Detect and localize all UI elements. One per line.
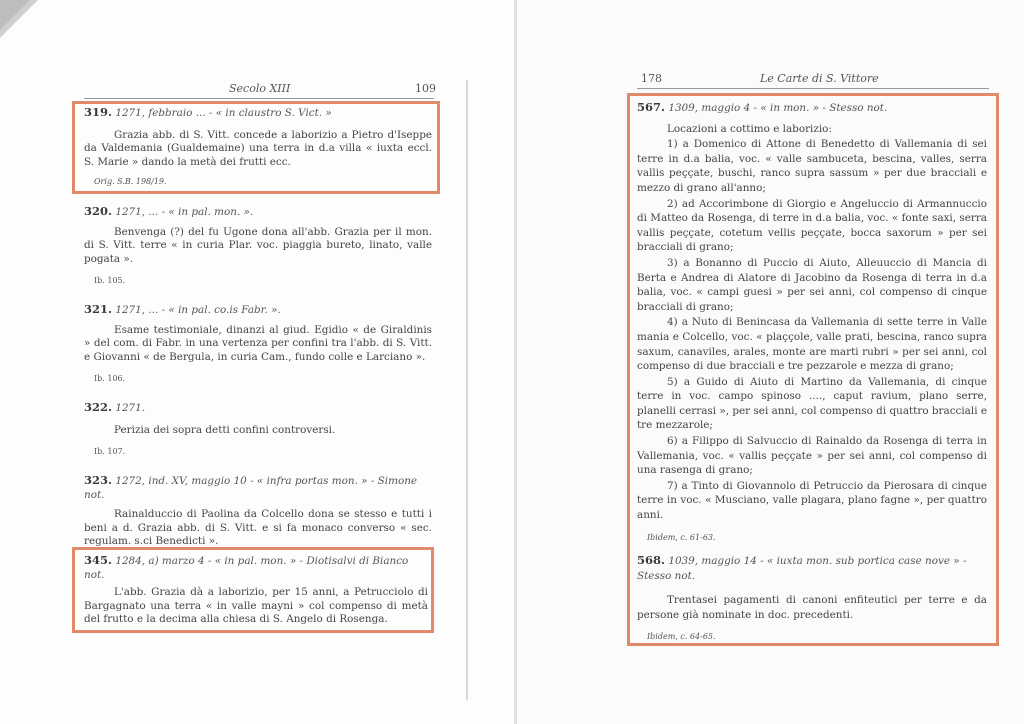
entry-number: 568.: [637, 553, 666, 567]
entry-paragraph: 4) a Nuto di Benincasa da Vallemania di sette terre in Valle mania e Colcello, voc. « plaççole, valle prati, bescina, ranco supra saxum, canaviles, arales, monte are marti rubri » per sei anni, col compenso di due bracciali e tre pezzarole e mezza di grano;: [637, 316, 987, 373]
entry-323: [84, 474, 432, 549]
entry-number: 567.: [637, 100, 666, 114]
entry-text: Benvenga (?) del fu Ugone dona all'abb. Grazia per il mon. di S. Vitt. terre « in curia Plar. voc. piaggia bureto, linato, valle pogata ».: [84, 225, 432, 265]
header-rule: [637, 88, 989, 89]
entry-date: 1271.: [115, 402, 146, 414]
entry-322: [84, 401, 432, 459]
entry-date: 1039, maggio 14 - « iuxta mon. sub portica case nove » - Stesso not.: [637, 555, 967, 582]
entry-345: [84, 554, 428, 627]
entry-reference: Ibidem, c. 61-63.: [647, 532, 716, 542]
entry-text: L'abb. Grazia dà a laborizio, per 15 anni, a Petrucciolo di Bargagnato una terra « in valle mayni » col compenso di metà del frutto e la decima alla chiesa di S. Angelo di Rosenga.: [84, 586, 428, 626]
left-running-title: Secolo XIII: [229, 82, 291, 95]
right-page: [517, 0, 1024, 724]
entry-date: 1271, ... - « in pal. co.is Fabr. ».: [115, 304, 281, 316]
left-page-number: 109: [415, 82, 436, 95]
page-corner-curl: [0, 0, 38, 38]
entry-number: 345.: [84, 553, 113, 567]
entry-paragraph: 6) a Filippo di Salvuccio di Rainaldo da Rosenga di terra in Vallemania, voc. « vallis peççate » per sei anni, col compenso di una rasenga di grano;: [637, 435, 987, 477]
entry-568: [637, 553, 987, 645]
entry-date: 1271, ... - « in pal. mon. ».: [115, 206, 254, 218]
entry-319: [84, 106, 432, 189]
header-rule: [84, 98, 434, 99]
right-page-number: 178: [641, 72, 662, 85]
entry-text: Rainalduccio di Paolina da Colcello dona se stesso e tutti i beni a d. Grazia abb. di S. Vitt. e si fa monaco converso « sec. regulam. s.ci Benedicti ».: [84, 508, 432, 548]
entry-reference: Ib. 107.: [94, 447, 126, 457]
entry-paragraph: Trentasei pagamenti di canoni enfiteutici per terre e da persone già nominate in doc. precedenti.: [637, 594, 987, 621]
entry-paragraph: 3) a Bonanno di Puccio di Aiuto, Alleuuccio di Mancia di Berta e Andrea di Alatore di Jacobino da Rosenga di terra in d.a balia, voc. « campi guesi » per sei anni, col compenso di cinque bracciali di grano;: [637, 256, 987, 313]
entry-number: 322.: [84, 400, 113, 414]
entry-text: Perizia dei sopra detti confini controversi.: [114, 423, 336, 436]
entry-number: 320.: [84, 204, 113, 218]
right-running-title: Le Carte di S. Vittore: [760, 72, 879, 85]
entry-paragraph: 5) a Guido di Aiuto di Martino da Vallemania, di cinque terre in voc. campo spinoso ...., caput ravium, plano serre, planelli cerrasi », per sei anni, col compenso di quattro bracciali e tre mezzarole;: [637, 375, 987, 432]
entry-text: Esame testimoniale, dinanzi al giud. Egidio « de Giraldinis » del com. di Fabr. in una vertenza per confini tra l'abb. di S. Vitt. e Giovanni « de Bergula, in curia Cam., fundo colle e Larciano ».: [84, 323, 432, 363]
entry-date: 1271, febbraio ... - « in claustro S. Vict. »: [115, 107, 332, 119]
entry-date: 1284, a) marzo 4 - « in pal. mon. » - Diotisalvi di Bianco not.: [84, 555, 409, 581]
entry-number: 321.: [84, 302, 113, 316]
entry-320: [84, 205, 432, 288]
entry-date: 1309, maggio 4 - « in mon. » - Stesso not.: [668, 102, 888, 114]
entry-reference: Orig. S.B. 198/19.: [94, 177, 167, 187]
entry-paragraph: 1) a Domenico di Attone di Benedetto di Vallemania di sei terre in d.a balia, voc. « valle sambuceta, bescina, valles, serra vallis peççate, buschi, ranco supra sassum » per due bracciali e mezzo di grano all'anno;: [637, 138, 987, 194]
entry-text: Grazia abb. di S. Vitt. concede a laborizio a Pietro d'Iseppe da Valdemania (Gualdemaine) una terra in d.a villa « iuxta eccl. S. Marie » dando la metà dei frutti ecc.: [84, 128, 432, 168]
entry-321: [84, 303, 432, 386]
entry-reference: Ibidem, c. 64-65.: [647, 632, 716, 642]
page-fold-shadow: [466, 80, 468, 700]
entry-number: 319.: [84, 105, 113, 119]
entry-paragraph: 7) a Tinto di Giovannolo di Petruccio da Pierosara di cinque terre in voc. « Musciano, valle plagara, plano fagne », per quattro anni.: [637, 479, 987, 522]
entry-reference: Ib. 105.: [94, 276, 126, 286]
entry-date: 1272, ind. XV, maggio 10 - « infra portas mon. » - Simone not.: [84, 475, 418, 501]
entry-paragraph: 2) ad Accorimbone di Giorgio e Angeluccio di Armannuccio di Matteo da Rosenga, di terre in d.a balia, voc. « fonte saxi, serra vallis peççate, cotetum vellis peççate, bocca saxorum » per sei bracciali di grano;: [637, 197, 987, 254]
entry-number: 323.: [84, 473, 113, 487]
entry-reference: Ib. 106.: [94, 374, 126, 384]
entry-paragraph: Locazioni a cottimo e laborizio:: [667, 122, 832, 135]
entry-567: [637, 100, 987, 545]
